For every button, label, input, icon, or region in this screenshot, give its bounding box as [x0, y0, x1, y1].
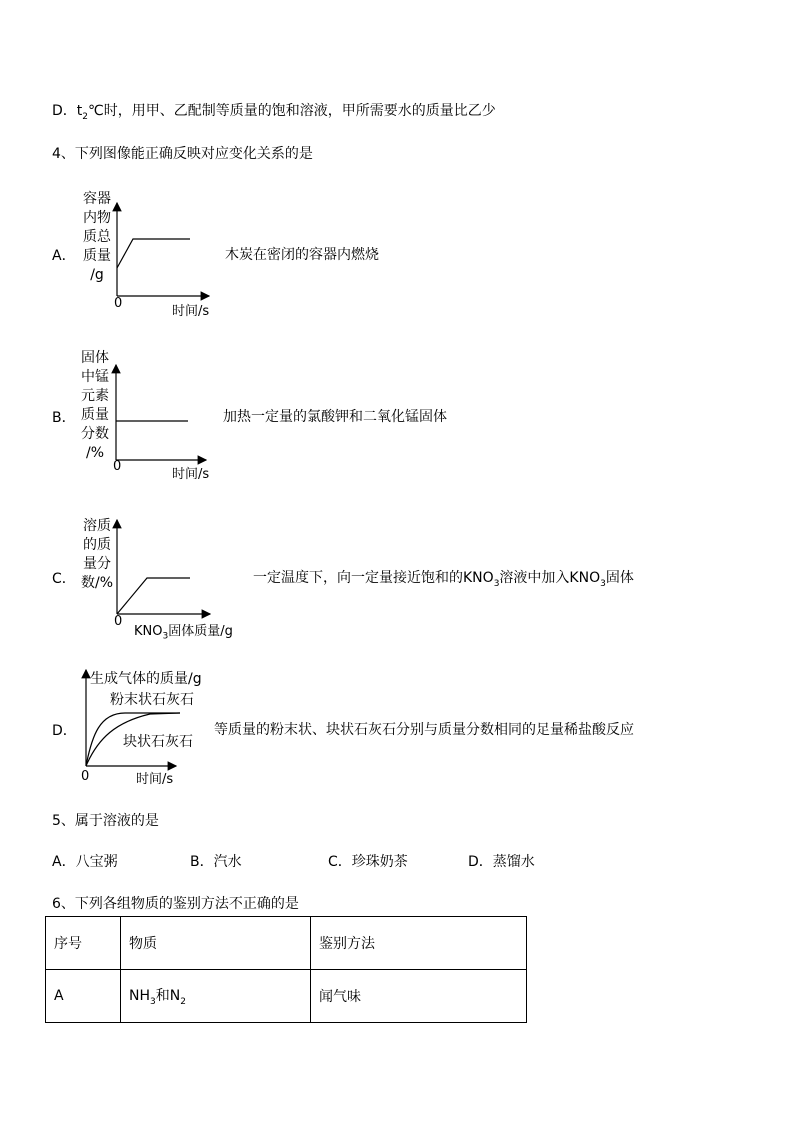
- q4-a-xlabel: 时间/s: [172, 304, 210, 319]
- q3-option-d: D．$t_2℃$时，用甲、乙配制等质量的饱和溶液，甲所需要水的质量比乙少: [52, 103, 496, 122]
- header-cell-id: 序号: [46, 917, 121, 970]
- q4-a-desc: 木炭在密闭的容器内燃烧: [225, 247, 379, 263]
- q4-c-label: C．: [52, 571, 76, 587]
- q4-d-origin: 0: [81, 769, 90, 784]
- q5-option-a: A．八宝粥: [52, 854, 118, 870]
- q4-stem: 4、下列图像能正确反映对应变化关系的是: [52, 146, 313, 162]
- q6-stem: 6、下列各组物质的鉴别方法不正确的是: [52, 896, 299, 912]
- q4-c-ylabel: 溶质 的质 量分 数/%: [80, 518, 114, 591]
- q4-a-origin: 0: [114, 296, 123, 311]
- q4-d-curve1-label: 粉末状石灰石: [110, 692, 194, 708]
- q5-stem: 5、属于溶液的是: [52, 813, 159, 829]
- table-row: [46, 970, 527, 1023]
- q4-c-desc: 一定温度下，向一定量接近饱和的$KNO_3$溶液中加入$KNO_3$固体: [253, 570, 634, 589]
- q4-d-label: D．: [52, 723, 77, 739]
- q4-d-curve2-label: 块状石灰石: [123, 734, 193, 750]
- q4-a-curve: [117, 239, 190, 268]
- q4-b-label: B．: [52, 410, 76, 426]
- cell-method: 闻气味: [311, 970, 527, 1023]
- q4-d-desc: 等质量的粉末状、块状石灰石分别与质量分数相同的足量稀盐酸反应: [214, 722, 634, 738]
- q4-b-xlabel: 时间/s: [172, 467, 210, 482]
- cell-substance: $NH_3$和$N_2$: [121, 970, 311, 1023]
- cell-id: A: [46, 970, 121, 1023]
- q5-option-d: D．蒸馏水: [468, 854, 535, 870]
- q4-a-ylabel: 容器 内物 质总 质量 /g: [83, 191, 111, 283]
- q4-d-xlabel: 时间/s: [136, 772, 174, 787]
- q4-d-ylabel: 生成气体的质量/g: [90, 671, 202, 687]
- header-cell-method: 鉴别方法: [311, 917, 527, 970]
- q4-c-origin: 0: [114, 614, 123, 629]
- header-cell-substance: 物质: [121, 917, 311, 970]
- q5-option-c: C．珍珠奶茶: [328, 854, 408, 870]
- q4-b-ylabel: 固体 中锰 元素 质量 分数 /%: [81, 350, 109, 461]
- q4-c-xlabel: $KNO_3$固体质量/g: [134, 624, 233, 642]
- q5-option-b: B．汽水: [190, 854, 242, 870]
- q4-c-curve: [117, 578, 190, 614]
- q6-table: [45, 916, 527, 1023]
- q4-a-label: A．: [52, 248, 76, 264]
- q4-b-origin: 0: [113, 459, 122, 474]
- q4-b-desc: 加热一定量的氯酸钾和二氧化锰固体: [223, 409, 447, 425]
- table-header-row: [46, 917, 527, 970]
